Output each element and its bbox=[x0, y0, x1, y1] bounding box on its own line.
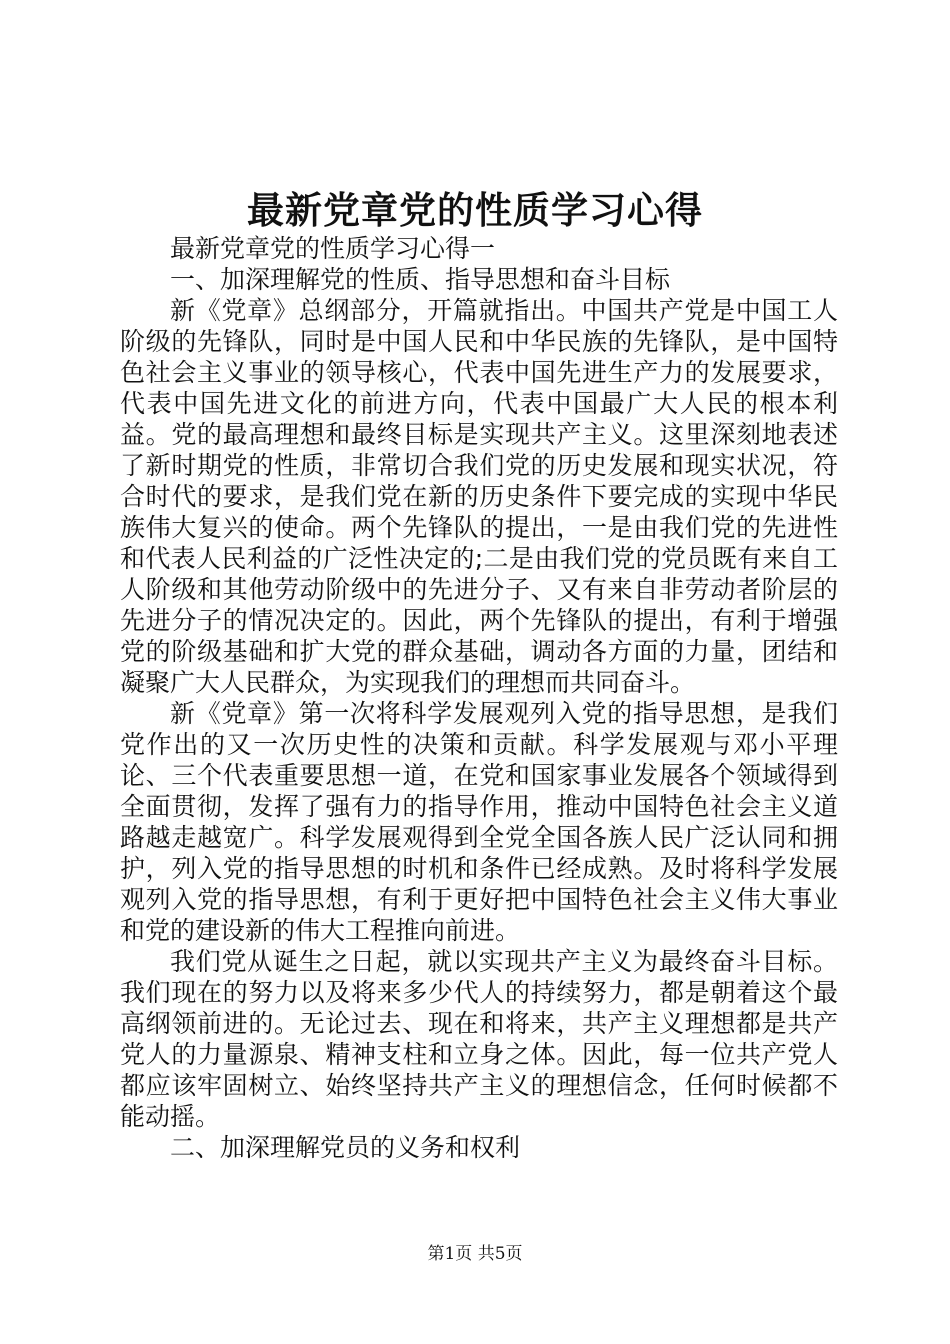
body-paragraph: 新《党章》第一次将科学发展观列入党的指导思想，是我们党作出的又一次历史性的决策和贡献。科学发展观与邓小平理论、三个代表重要思想一道，在党和国家事业发展各个领域得到全面贯彻，发挥了强有力的指导作用，推动中国特色社会主义道路越走越宽广。科学发展观得到全党全国各族人民广泛认同和拥护，列入党的指导思想的时机和条件已经成熟。及时将科学发展观列入党的指导思想，有利于更好把中国特色社会主义伟大事业和党的建设新的伟大工程推向前进。 bbox=[120, 699, 838, 945]
section-heading-1: 一、加深理解党的性质、指导思想和奋斗目标 bbox=[170, 265, 671, 294]
section-heading-2: 二、加深理解党员的义务和权利 bbox=[170, 1133, 521, 1162]
document-body bbox=[120, 233, 838, 1163]
body-paragraph: 我们党从诞生之日起，就以实现共产主义为最终奋斗目标。我们现在的努力以及将来多少代人的持续努力，都是朝着这个最高纲领前进的。无论过去、现在和将来，共产主义理想都是共产党人的力量源泉、精神支柱和立身之体。因此，每一位共产党人都应该牢固树立、始终坚持共产主义的理想信念，任何时候都不能动摇。 bbox=[120, 947, 838, 1131]
document-title: 最新党章党的性质学习心得 bbox=[247, 188, 703, 232]
body-paragraph: 新《党章》总纲部分，开篇就指出。中国共产党是中国工人阶级的先锋队，同时是中国人民和中华民族的先锋队，是中国特色社会主义事业的领导核心，代表中国先进生产力的发展要求，代表中国先进文化的前进方向，代表中国最广大人民的根本利益。党的最高理想和最终目标是实现共产主义。这里深刻地表述了新时期党的性质，非常切合我们党的历史发展和现实状况，符合时代的要求，是我们党在新的历史条件下要完成的实现中华民族伟大复兴的使命。两个先锋队的提出，一是由我们党的先进性和代表人民利益的广泛性决定的;二是由我们党的党员既有来自工人阶级和其他劳动阶级中的先进分子、又有来自非劳动者阶层的先进分子的情况决定的。因此，两个先锋队的提出，有利于增强党的阶级基础和扩大党的群众基础，调动各方面的力量，团结和凝聚广大人民群众，为实现我们的理想而共同奋斗。 bbox=[120, 296, 838, 697]
page-number-footer: 第1页 共5页 bbox=[427, 1244, 523, 1264]
subtitle-line: 最新党章党的性质学习心得一 bbox=[170, 234, 496, 263]
